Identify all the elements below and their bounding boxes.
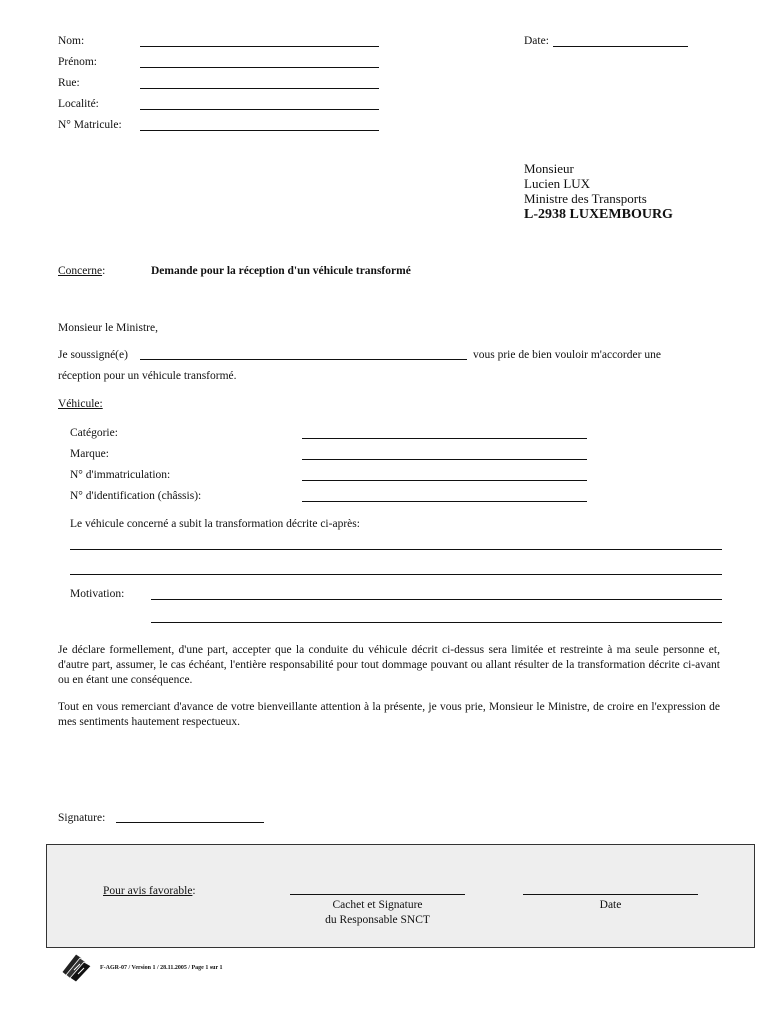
nom-label: Nom:: [58, 35, 85, 47]
prenom-label: Prénom:: [58, 56, 97, 68]
date-label: Date:: [524, 35, 549, 47]
immatriculation-field[interactable]: [302, 480, 587, 481]
cachet-signature-field[interactable]: [290, 894, 465, 895]
identification-label: N° d'identification (châssis):: [70, 490, 202, 502]
rue-label: Rue:: [58, 77, 80, 89]
transformation-line-2[interactable]: [70, 574, 722, 575]
categorie-field[interactable]: [302, 438, 587, 439]
transformation-label: Le véhicule concerné a subit la transformation décrite ci-après:: [70, 518, 360, 530]
subject-text: Demande pour la réception d'un véhicule transformé: [151, 265, 411, 277]
localite-field[interactable]: [140, 109, 379, 110]
signature-label: Signature:: [58, 812, 106, 824]
recipient-line-4: L-2938 LUXEMBOURG: [524, 207, 673, 222]
motivation-line-1[interactable]: [151, 599, 722, 600]
approval-box: [46, 844, 755, 948]
vehicle-heading: Véhicule:: [58, 398, 103, 410]
matricule-label: N° Matricule:: [58, 119, 122, 131]
request-start: Je soussigné(e): [58, 349, 128, 361]
approval-date-field[interactable]: [523, 894, 698, 895]
salutation: Monsieur le Ministre,: [58, 322, 158, 334]
approval-title: Pour avis favorable:: [103, 885, 196, 897]
nom-field[interactable]: [140, 46, 379, 47]
marque-label: Marque:: [70, 448, 109, 460]
recipient-line-2: Lucien LUX: [524, 176, 591, 191]
approval-date-label: Date: [599, 899, 622, 911]
categorie-label: Catégorie:: [70, 427, 118, 439]
recipient-line-1: Monsieur: [524, 161, 574, 176]
date-field[interactable]: [553, 46, 688, 47]
matricule-field[interactable]: [140, 130, 379, 131]
cachet-line-2: du Responsable SNCT: [325, 914, 430, 926]
recipient-line-3: Ministre des Transports: [524, 191, 647, 206]
vehicle-cards-logo-icon: [60, 950, 96, 982]
soussigne-field[interactable]: [140, 359, 467, 360]
motivation-label: Motivation:: [70, 588, 125, 600]
rue-field[interactable]: [140, 88, 379, 89]
localite-label: Localité:: [58, 98, 99, 110]
cachet-line-1: Cachet et Signature: [332, 899, 423, 911]
marque-field[interactable]: [302, 459, 587, 460]
subject-label: Concerne:: [58, 265, 106, 277]
immatriculation-label: N° d'immatriculation:: [70, 469, 171, 481]
request-line-2: réception pour un véhicule transformé.: [58, 370, 237, 382]
prenom-field[interactable]: [140, 67, 379, 68]
signature-field[interactable]: [116, 822, 264, 823]
identification-field[interactable]: [302, 501, 587, 502]
transformation-line-1[interactable]: [70, 549, 722, 550]
closing-paragraph: Tout en vous remerciant d'avance de votre bienveillante attention à la présente, je vous prie, Monsieur le Ministre, de croire en l'expression de mes sentiments hautement respectueux.: [58, 701, 720, 728]
declaration-paragraph: Je déclare formellement, d'une part, accepter que la conduite du véhicule décrit ci-dessus sera limitée et restreinte à ma seule personne et, d'autre part, assumer, le cas échéant, l'entière responsabilité pour tout dommage pouvant ou allant résulter de la transformation décrite ci-avant ou en étant une conséquence.: [58, 644, 720, 686]
footer-text: F-AGR-07 / Version 1 / 28.11.2005 / Page 1 sur 1: [100, 965, 223, 971]
motivation-line-2[interactable]: [151, 622, 722, 623]
request-end: vous prie de bien vouloir m'accorder une: [473, 349, 661, 361]
